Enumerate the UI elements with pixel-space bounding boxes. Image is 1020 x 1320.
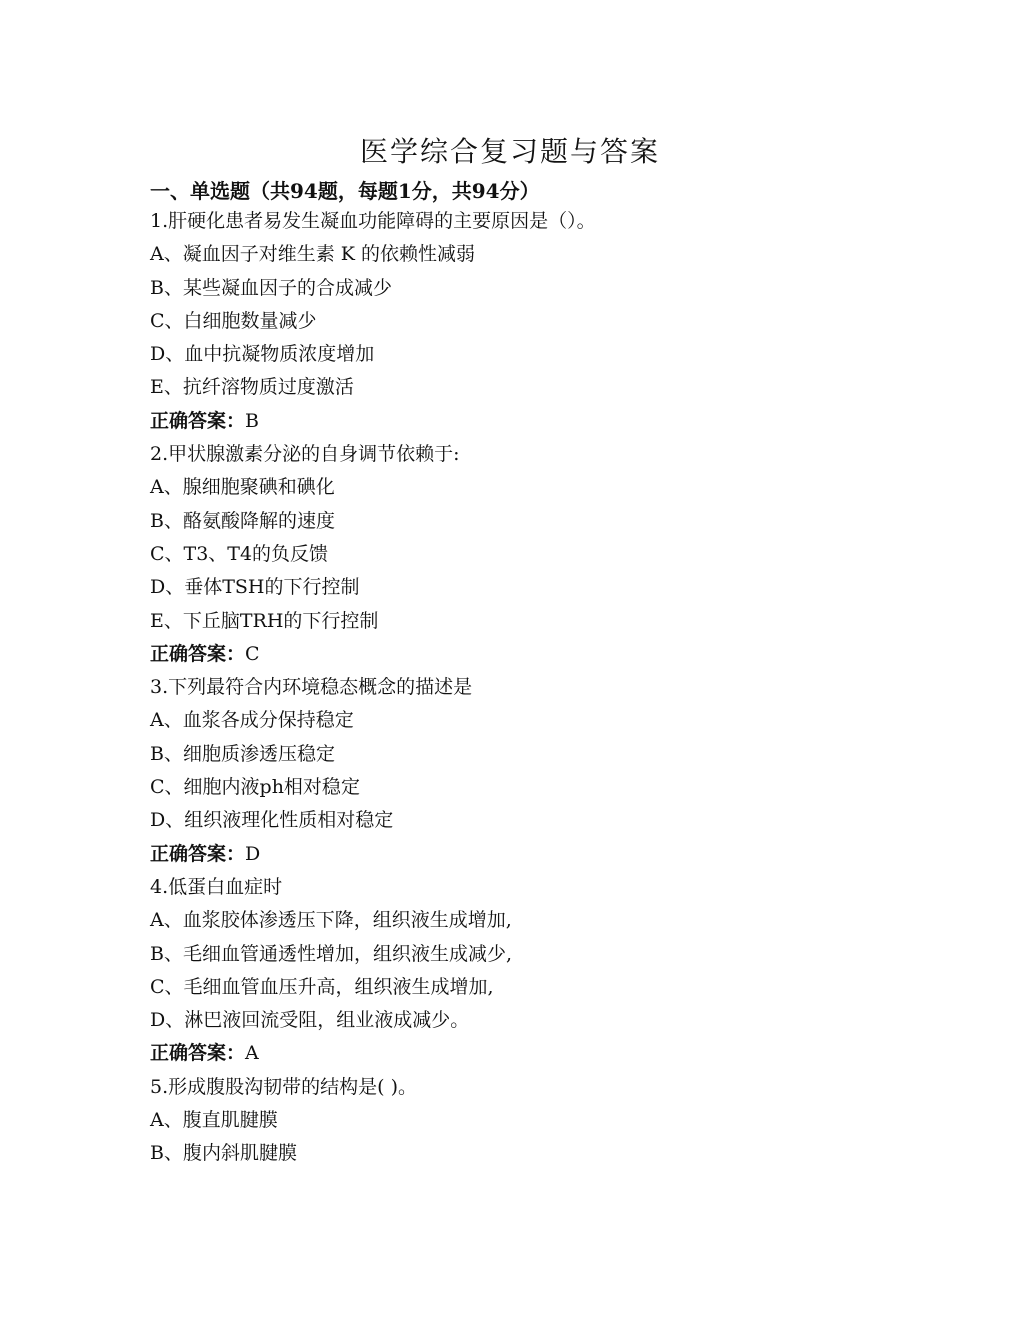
option-a: A、血浆各成分保持稳定 xyxy=(150,709,354,732)
option-d: D、垂体TSH的下行控制 xyxy=(150,576,360,599)
option-b: B、毛细血管通透性增加，组织液生成减少, xyxy=(150,942,513,965)
question-list xyxy=(150,205,870,1171)
option-c: C、细胞内液ph相对稳定 xyxy=(150,776,360,799)
option-e: E、抗纤溶物质过度激活 xyxy=(150,376,354,399)
option-c: C、毛细血管血压升高，组织液生成增加, xyxy=(150,975,494,998)
option-c: C、T3、T4的负反馈 xyxy=(150,542,329,565)
option-b: B、细胞质渗透压稳定 xyxy=(150,742,335,765)
question-stem: 5.形成腹股沟韧带的结构是( )。 xyxy=(150,1075,417,1098)
section-heading: 一、单选题（共94题，每题1分，共94分） xyxy=(150,179,540,203)
correct-answer xyxy=(150,405,870,438)
option-c: C、白细胞数量减少 xyxy=(150,309,317,332)
option-b: B、某些凝血因子的合成减少 xyxy=(150,276,392,299)
option-b: B、腹内斜肌腱膜 xyxy=(150,1142,297,1165)
correct-answer xyxy=(150,838,870,871)
answer-label: 正确答案： xyxy=(150,842,246,865)
answer-value: A xyxy=(245,1042,259,1065)
option-b: B、酪氨酸降解的速度 xyxy=(150,509,335,532)
answer-value: D xyxy=(245,842,261,865)
correct-answer xyxy=(150,1037,870,1070)
option-a: A、凝血因子对维生素 K 的依赖性减弱 xyxy=(150,243,475,266)
document-title: 医学综合复习题与答案 xyxy=(359,135,660,168)
answer-label: 正确答案： xyxy=(150,1042,246,1065)
answer-label: 正确答案： xyxy=(150,642,246,665)
question-stem: 2.甲状腺激素分泌的自身调节依赖于: xyxy=(150,443,460,466)
answer-label: 正确答案： xyxy=(150,409,246,432)
question-stem: 3.下列最符合内环境稳态概念的描述是 xyxy=(150,676,473,699)
option-a: A、血浆胶体渗透压下降，组织液生成增加, xyxy=(150,909,512,932)
option-d: D、血中抗凝物质浓度增加 xyxy=(150,343,375,366)
option-d: D、组织液理化性质相对稳定 xyxy=(150,809,394,832)
question-stem: 4.低蛋白血症时 xyxy=(150,875,283,898)
option-d: D、淋巴液回流受阻，组业液成减少。 xyxy=(150,1009,470,1032)
answer-value: C xyxy=(245,642,260,665)
option-a: A、腺细胞聚碘和碘化 xyxy=(150,476,335,499)
option-e: E、下丘脑TRH的下行控制 xyxy=(150,609,379,632)
correct-answer xyxy=(150,638,870,671)
question-stem: 1.肝硬化患者易发生凝血功能障碍的主要原因是（）。 xyxy=(150,210,596,232)
option-a: A、腹直肌腱膜 xyxy=(150,1109,278,1132)
answer-value: B xyxy=(245,409,259,432)
